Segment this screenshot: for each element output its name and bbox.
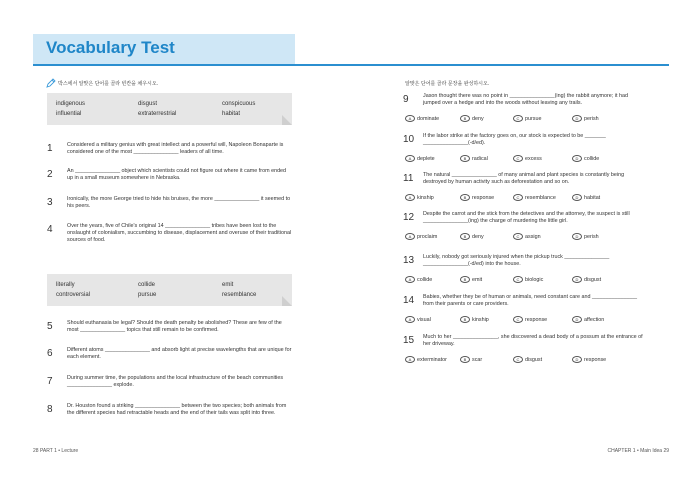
option-word: habitat — [584, 194, 601, 201]
question-number: 12 — [403, 212, 415, 223]
option-letter: D — [572, 233, 582, 240]
word-box-item: habitat — [222, 111, 241, 117]
answer-option[interactable] — [460, 155, 488, 162]
word-box-item: disgust — [138, 101, 158, 107]
word-box-2 — [47, 274, 292, 306]
option-word: deny — [472, 115, 484, 122]
option-word: biologic — [525, 276, 544, 283]
question-number: 1 — [47, 143, 53, 154]
answer-option[interactable] — [460, 356, 482, 363]
option-word: pursue — [525, 115, 542, 122]
page-fold-corner — [282, 296, 292, 306]
option-letter: D — [572, 194, 582, 201]
answer-option[interactable] — [460, 276, 482, 283]
option-word: excess — [525, 155, 542, 162]
question-text: During summer time, the populations and the local infrastructure of the beach communities _______________ explode. — [67, 375, 284, 389]
question-text: Dr. Houston found a striking _______________ between the two species; both animals from the different species had retractable heads and the end of their tails was split into three. — [67, 403, 287, 417]
question-text: Despite the carrot and the stick from the detectives and the attorney, the suspect is still _______________(ing) the charge of murdering the little girl. — [423, 211, 630, 225]
option-letter: B — [460, 316, 470, 323]
word-box-item: pursue — [138, 292, 157, 298]
option-word: assign — [525, 233, 541, 240]
option-word: dominate — [417, 115, 440, 122]
question-number: 13 — [403, 255, 415, 266]
question-text: Should euthanasia be legal? Should the death penalty be abolished? These are few of the most _______________ topics that still remain to be confirmed. — [67, 320, 282, 334]
page-fold-corner — [282, 115, 292, 125]
answer-option[interactable] — [572, 194, 600, 201]
question-text: An _______________ object which scientists could not figure out where it came from ended up in a small museum somewhere in Nebraska. — [67, 168, 287, 182]
answer-option[interactable] — [572, 115, 599, 122]
option-letter: B — [460, 276, 470, 283]
option-word: response — [525, 316, 548, 323]
option-word: collide — [584, 155, 600, 162]
answer-option[interactable] — [572, 276, 601, 283]
option-letter: B — [460, 356, 470, 363]
word-box-1 — [47, 93, 292, 125]
option-word: perish — [584, 233, 599, 240]
answer-option[interactable] — [460, 115, 484, 122]
option-letter: D — [572, 115, 582, 122]
question-text: Considered a military genius with great intellect and a powerful will, Napoleon Bonaparte is considered one of the most _______________ leaders of all time. — [67, 142, 284, 156]
question-text: Over the years, five of Chile's original 14 _______________ tribes have been lost to the onslaught of colonialism, succumbing to disease, displacement and overuse of their traditional sources of food. — [67, 223, 292, 244]
answer-option[interactable] — [513, 155, 542, 162]
question-number: 9 — [403, 94, 409, 105]
option-letter: C — [513, 356, 523, 363]
word-box-item: conspicuous — [222, 101, 256, 107]
question-text: The natural _______________ of many animal and plant species is constantly being destroyed by human activity such as deforestation and so on. — [423, 172, 625, 186]
option-letter: C — [513, 194, 523, 201]
option-word: radical — [472, 155, 488, 162]
option-word: disgust — [584, 276, 602, 283]
question-text: If the labor strike at the factory goes on, our stock is expected to be _______ _______________(-d/ed). — [423, 133, 606, 147]
question-number: 15 — [403, 335, 415, 346]
question-number: 11 — [403, 173, 414, 184]
right-instruction: 알맞은 단어를 골라 문장을 완성하시오. — [405, 81, 490, 87]
question-number: 10 — [403, 134, 415, 145]
answer-option[interactable] — [405, 276, 432, 283]
answer-option[interactable] — [572, 155, 599, 162]
option-letter: C — [513, 233, 523, 240]
option-word: exterminator — [417, 356, 447, 363]
option-word: proclaim — [417, 233, 438, 240]
word-box-item: emit — [222, 282, 234, 288]
option-word: scar — [472, 356, 483, 363]
option-word: perish — [584, 115, 599, 122]
word-box-item: collide — [138, 282, 156, 288]
question-number: 3 — [47, 197, 53, 208]
answer-option[interactable] — [572, 316, 604, 323]
pencil-icon — [46, 78, 56, 88]
footer-left: 28 PART 1 • Lecture — [33, 448, 79, 454]
footer-right: CHAPTER 1 • Main Idea 29 — [607, 448, 669, 454]
word-box-item: influential — [56, 111, 82, 117]
option-word: disgust — [525, 356, 543, 363]
option-letter: C — [513, 316, 523, 323]
answer-option[interactable] — [405, 115, 439, 122]
option-word: response — [584, 356, 607, 363]
option-letter: D — [572, 356, 582, 363]
word-box-item: literally — [56, 282, 75, 288]
question-number: 8 — [47, 404, 53, 415]
answer-option[interactable] — [572, 356, 606, 363]
option-letter: A — [405, 194, 415, 201]
answer-option[interactable] — [513, 194, 556, 201]
option-letter: B — [460, 233, 470, 240]
answer-option[interactable] — [513, 276, 543, 283]
question-number: 2 — [47, 169, 53, 180]
option-letter: A — [405, 276, 415, 283]
option-letter: A — [405, 115, 415, 122]
option-letter: C — [513, 115, 523, 122]
word-box-item: indigenous — [56, 101, 86, 107]
answer-option[interactable] — [460, 316, 489, 323]
option-letter: D — [572, 316, 582, 323]
option-word: kinship — [472, 316, 489, 323]
option-word: kinship — [417, 194, 434, 201]
question-number: 5 — [47, 321, 53, 332]
word-box-item: controversial — [56, 292, 91, 298]
word-box-item: extraterrestrial — [138, 111, 177, 117]
option-letter: C — [513, 276, 523, 283]
question-number: 14 — [403, 295, 415, 306]
question-text: Jason thought there was no point in _______________(ing) the rabbit anymore; it had jumped over a hedge and into the woods without leaving any trails. — [423, 93, 628, 107]
question-text: Much to her _______________, she discovered a dead body of a possum at the entrance of her driveway. — [423, 334, 643, 348]
question-text: Different atoms _______________ and absorb light at precise wavelengths that are unique for each element. — [67, 347, 292, 361]
title-divider — [33, 64, 669, 66]
option-letter: A — [405, 356, 415, 363]
answer-option[interactable] — [405, 155, 435, 162]
question-number: 6 — [47, 348, 53, 359]
option-letter: B — [460, 194, 470, 201]
answer-option[interactable] — [513, 316, 547, 323]
answer-option[interactable] — [460, 194, 494, 201]
answer-option[interactable] — [513, 233, 541, 240]
option-letter: C — [513, 155, 523, 162]
option-word: affection — [584, 316, 605, 323]
page-title: Vocabulary Test — [46, 38, 175, 57]
answer-option[interactable] — [572, 233, 599, 240]
option-letter: A — [405, 316, 415, 323]
answer-option[interactable] — [405, 233, 437, 240]
answer-option[interactable] — [513, 115, 541, 122]
option-letter: B — [460, 155, 470, 162]
option-letter: A — [405, 233, 415, 240]
question-number: 4 — [47, 224, 53, 235]
question-text: Babies, whether they be of human or animals, need constant care and _______________ from their parents or care providers. — [423, 294, 637, 308]
question-text: Ironically, the more George tried to hide his bruises, the more _______________ it seemed to his peers. — [67, 196, 291, 210]
answer-option[interactable] — [405, 356, 447, 363]
option-word: response — [472, 194, 495, 201]
option-letter: D — [572, 155, 582, 162]
option-letter: B — [460, 115, 470, 122]
option-word: visual — [417, 316, 431, 323]
option-word: collide — [417, 276, 433, 283]
option-letter: A — [405, 155, 415, 162]
option-word: deny — [472, 233, 484, 240]
left-instruction: 박스에서 알맞은 단어를 골라 빈칸을 채우시오. — [58, 81, 159, 87]
option-letter: D — [572, 276, 582, 283]
word-box-item: resemblance — [222, 292, 257, 298]
option-word: emit — [472, 276, 483, 283]
option-word: deplete — [417, 155, 435, 162]
question-text: Luckily, nobody got seriously injured when the pickup truck _______________ _______________(-d/ed) into the house. — [423, 254, 610, 268]
answer-option[interactable] — [405, 194, 434, 201]
answer-option[interactable] — [460, 233, 484, 240]
answer-option[interactable] — [405, 316, 431, 323]
question-number: 7 — [47, 376, 53, 387]
option-word: resemblance — [525, 194, 556, 201]
answer-option[interactable] — [513, 356, 542, 363]
